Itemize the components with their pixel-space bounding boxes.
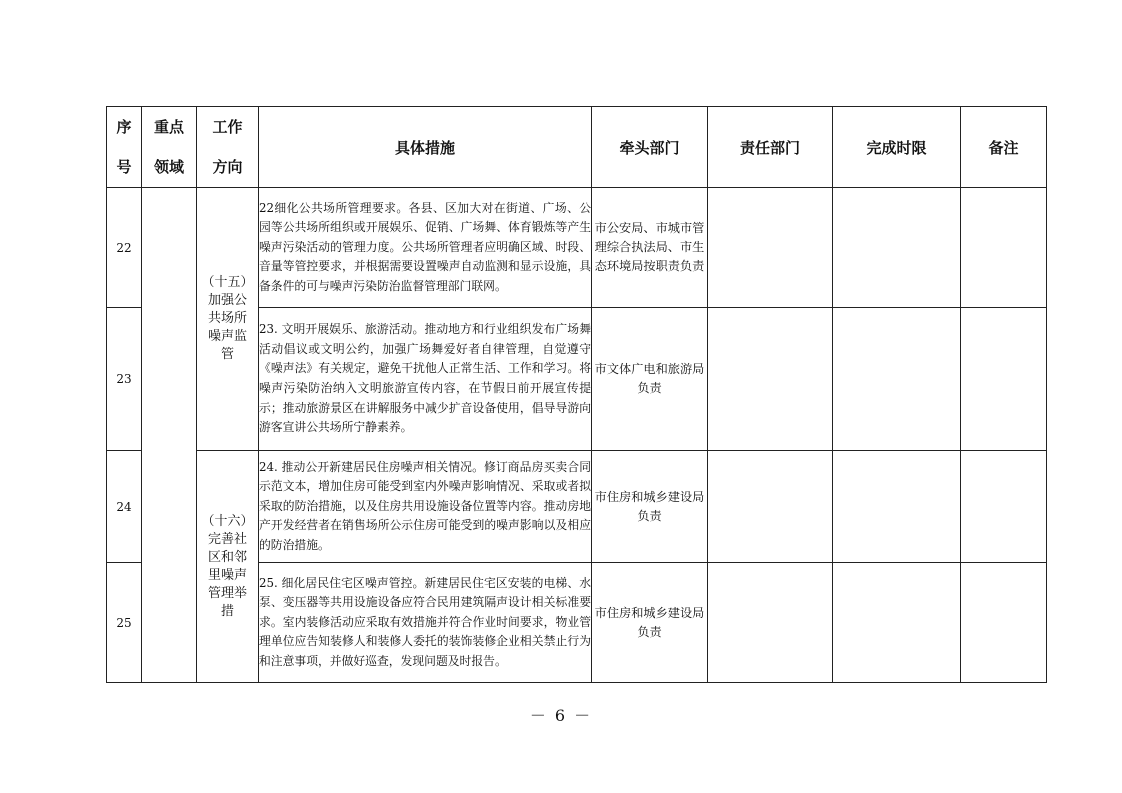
header-deadline: 完成时限 xyxy=(833,107,961,188)
direction-text: 管 xyxy=(220,347,234,362)
header-row xyxy=(107,107,1047,188)
direction-text: 共场所 xyxy=(207,311,247,326)
direction-text: 加强公 xyxy=(207,293,247,308)
direction-16-cell xyxy=(197,451,259,683)
header-measures: 具体措施 xyxy=(259,107,592,188)
direction-text: 区和邻 xyxy=(207,549,247,565)
header-direction-line2: 方向 xyxy=(212,158,243,176)
header-seq-line2: 号 xyxy=(116,158,132,176)
deadline-cell xyxy=(833,451,961,563)
resp-dept-cell xyxy=(708,308,833,451)
deadline-cell xyxy=(833,188,961,308)
row-number: 24 xyxy=(107,451,142,563)
header-direction xyxy=(197,107,259,188)
remark-cell xyxy=(961,188,1047,308)
direction-text: 完善社 xyxy=(207,531,247,547)
row-number: 22 xyxy=(107,188,142,308)
lead-dept-cell: 市文体广电和旅游局负责 xyxy=(592,308,708,451)
lead-dept-cell: 市住房和城乡建设局负责 xyxy=(592,451,708,563)
measure-text: 25. 细化居民住宅区噪声管控。新建居民住宅区安装的电梯、水泵、变压器等共用设施设备应符合民用建筑隔声设计相关标准要求。室内装修活动应采取有效措施并符合作业时间要求，物业管理单位应告知装修人和装修人委托的装饰装修企业相关禁止行为和注意事项，并做好巡查，发现问题及时报告。 xyxy=(259,563,592,683)
header-area xyxy=(142,107,197,188)
row-number: 25 xyxy=(107,563,142,683)
deadline-cell xyxy=(833,563,961,683)
resp-dept-cell xyxy=(708,563,833,683)
direction-15-cell xyxy=(197,188,259,451)
table-row xyxy=(107,451,1047,563)
direction-text: （十六） xyxy=(201,513,254,529)
header-resp-dept: 责任部门 xyxy=(708,107,833,188)
header-area-line2: 领域 xyxy=(153,158,184,176)
measure-text: 22细化公共场所管理要求。各县、区加大对在街道、广场、公园等公共场所组织或开展娱乐、促销、广场舞、体育锻炼等产生噪声污染活动的管理力度。公共场所管理者应明确区域、时段、音量等管控要求，并根据需要设置噪声自动监测和显示设施，具备条件的可与噪声污染防治监督管理部门联网。 xyxy=(259,188,592,308)
measures-table xyxy=(106,106,1047,683)
lead-dept-cell: 市公安局、市城市管理综合执法局、市生态环境局按职责负责 xyxy=(592,188,708,308)
deadline-cell xyxy=(833,308,961,451)
measure-text: 23. 文明开展娱乐、旅游活动。推动地方和行业组织发布广场舞活动倡议或文明公约，加强广场舞爱好者自律管理，自觉遵守《噪声法》有关规定，避免干扰他人正常生活、工作和学习。将噪声污染防治纳入文明旅游宣传内容，在节假日前开展宣传提示；推动旅游景区在讲解服务中减少扩音设备使用，倡导导游向游客宣讲公共场所宁静素养。 xyxy=(259,308,592,451)
resp-dept-cell xyxy=(708,451,833,563)
header-remarks: 备注 xyxy=(961,107,1047,188)
remark-cell xyxy=(961,563,1047,683)
resp-dept-cell xyxy=(708,188,833,308)
direction-text: 噪声监 xyxy=(207,329,247,344)
measure-text: 24. 推动公开新建居民住房噪声相关情况。修订商品房买卖合同示范文本，增加住房可能受到室内外噪声影响情况、采取或者拟采取的防治措施，以及住房共用设施设备位置等内容。推动房地产开发经营者在销售场所公示住房可能受到的噪声影响以及相应的防治措施。 xyxy=(259,451,592,563)
header-area-line1: 重点 xyxy=(153,118,184,136)
header-direction-line1: 工作 xyxy=(212,118,243,136)
direction-text: （十五） xyxy=(201,275,254,290)
row-number: 23 xyxy=(107,308,142,451)
direction-text: 里噪声 xyxy=(207,567,247,583)
direction-text: 措 xyxy=(220,603,234,619)
table-row xyxy=(107,188,1047,308)
remark-cell xyxy=(961,308,1047,451)
header-seq xyxy=(107,107,142,188)
lead-dept-cell: 市住房和城乡建设局负责 xyxy=(592,563,708,683)
focus-area-cell xyxy=(142,188,197,683)
remark-cell xyxy=(961,451,1047,563)
header-lead-dept: 牵头部门 xyxy=(592,107,708,188)
direction-text: 管理举 xyxy=(207,585,247,601)
header-seq-line1: 序 xyxy=(116,118,132,136)
page-number: － 6 － xyxy=(529,706,593,725)
